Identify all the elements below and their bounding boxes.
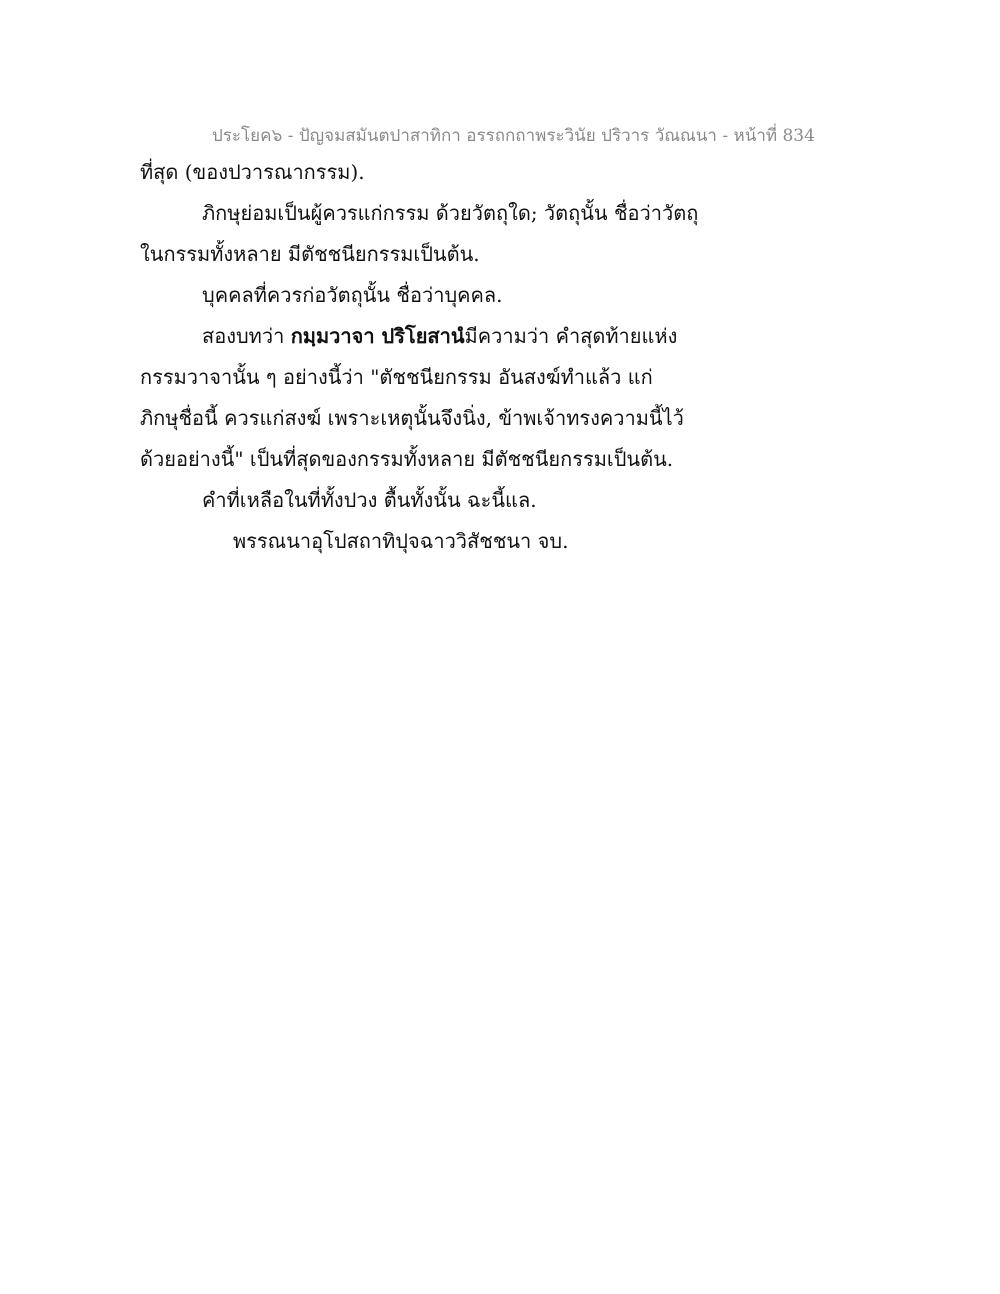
- text-line-5-prefix: สองบทว่า: [202, 324, 291, 348]
- text-line-9: คำที่เหลือในที่ทั้งปวง ตื้นทั้งนั้น ฉะนี้แล.: [202, 488, 537, 512]
- text-line-2: ภิกษุย่อมเป็นผู้ควรแก่กรรม ด้วยวัตถุใด; วัตถุนั้น ชื่อว่าวัตถุ: [202, 201, 699, 225]
- text-line-3: ในกรรมทั้งหลาย มีตัชชนียกรรมเป็นต้น.: [140, 242, 480, 266]
- pali-term: กมฺมวาจา ปริโยสานํ: [290, 324, 465, 348]
- text-line-4: บุคคลที่ควรก่อวัตถุนั้น ชื่อว่าบุคคล.: [202, 283, 503, 307]
- page-header: ประโยค๖ - ปัญจมสมันตปาสาทิกา อรรถกถาพระวินัย ปริวาร วัณณนา - หน้าที่ 834: [212, 126, 815, 146]
- body-text: [140, 152, 700, 562]
- text-line-5-suffix: มีความว่า คำสุดท้ายแห่ง: [464, 324, 678, 348]
- text-line-1: ที่สุด (ของปวารณากรรม).: [140, 160, 365, 184]
- section-end-line: พรรณนาอุโปสถาทิปุจฉาววิสัชชนา จบ.: [233, 529, 569, 553]
- text-line-8: ด้วยอย่างนี้" เป็นที่สุดของกรรมทั้งหลาย มีตัชชนียกรรมเป็นต้น.: [140, 447, 674, 471]
- text-line-5: [140, 316, 700, 357]
- text-line-6: กรรมวาจานั้น ๆ อย่างนี้ว่า "ตัชชนียกรรม อันสงฆ์ทำแล้ว แก่: [140, 365, 653, 389]
- text-line-7: ภิกษุชื่อนี้ ควรแก่สงฆ์ เพราะเหตุนั้นจึงนิ่ง, ข้าพเจ้าทรงความนี้ไว้: [140, 406, 684, 430]
